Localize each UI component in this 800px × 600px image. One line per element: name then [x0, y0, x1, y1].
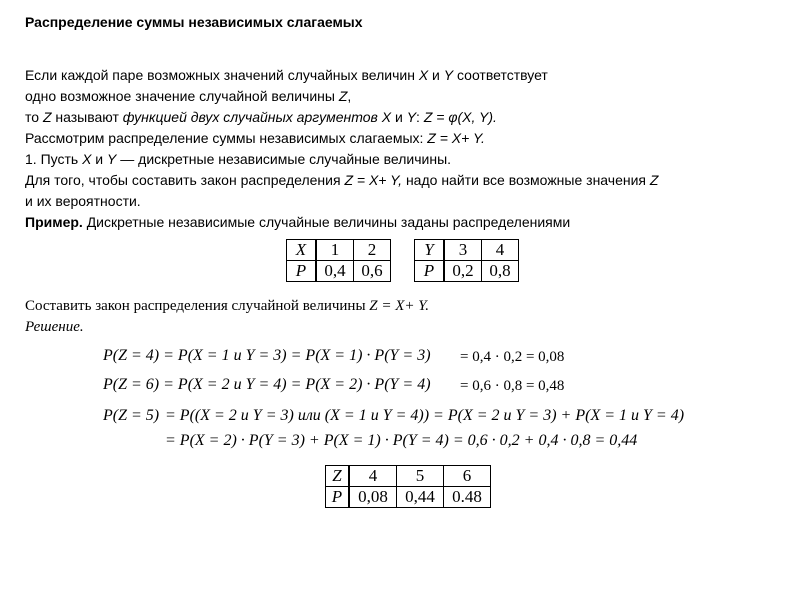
text: 1. Пусть: [25, 151, 83, 167]
table-cell: P: [326, 487, 350, 508]
table-cell: 0.48: [444, 487, 491, 508]
var-y: Y: [443, 67, 454, 83]
table-cell: 6: [444, 466, 491, 487]
distribution-table-x: [286, 239, 391, 282]
equation-z5-part2: = P(X = 2) · P(Y = 3) + P(X = 1) · P(Y = 4) = 0,6 · 0,2 + 0,4 · 0,8 = 0,44: [165, 432, 638, 449]
table-cell: 0,8: [482, 261, 519, 282]
formula: Z = X+ Y,: [344, 172, 403, 188]
table-row: [287, 240, 391, 261]
text: одно возможное значение случайной величины: [25, 88, 339, 104]
var-z: Z: [42, 109, 52, 125]
table-cell: Y: [415, 240, 445, 261]
var-x: X: [418, 67, 429, 83]
text: Дискретные независимые случайные величины заданы распределениями: [82, 214, 571, 230]
text: и: [391, 109, 407, 125]
formula: Z = φ(X, Y).: [423, 109, 497, 125]
formula: Z = X+ Y.: [369, 298, 430, 314]
solution-label: Решение.: [25, 319, 84, 335]
table-row: [415, 240, 519, 261]
text-line-5: [25, 150, 451, 168]
var-x: X: [82, 151, 92, 167]
equation-z6-result: = 0,6 · 0,8 = 0,48: [460, 378, 565, 394]
equation-z5-lhs: P(Z = 5): [103, 407, 160, 424]
table-cell: 5: [397, 466, 444, 487]
table-cell: X: [287, 240, 317, 261]
table-cell: 0,2: [444, 261, 482, 282]
table-cell: 2: [354, 240, 391, 261]
text-line-1: [25, 66, 548, 84]
distribution-table-y: [414, 239, 519, 282]
text-line-4: [25, 129, 485, 147]
slide-title: Распределение суммы независимых слагаемых: [25, 14, 363, 30]
text-line-7: и их вероятности.: [25, 193, 141, 209]
var-z: Z: [338, 88, 348, 104]
table-cell: 4: [349, 466, 397, 487]
distribution-table-z: [325, 465, 491, 508]
text: и: [91, 151, 108, 167]
equation-z4-result: = 0,4 · 0,2 = 0,08: [460, 349, 565, 365]
table-cell: Z: [326, 466, 350, 487]
text: Составить закон распределения случайной величины: [25, 298, 370, 314]
var-x: X: [377, 109, 392, 125]
text: называют: [51, 109, 123, 125]
table-cell: P: [287, 261, 317, 282]
text: ,: [347, 88, 352, 104]
table-row: [287, 261, 391, 282]
table-row: [326, 466, 491, 487]
equation-z6: P(Z = 6) = P(X = 2 и Y = 4) = P(X = 2) · P(Y = 4): [103, 376, 431, 393]
text: соответствует: [453, 67, 548, 83]
var-y: Y: [406, 109, 417, 125]
equation-z4: P(Z = 4) = P(X = 1 и Y = 3) = P(X = 1) · P(Y = 3): [103, 347, 431, 364]
task-line: [25, 298, 429, 315]
text: то: [25, 109, 43, 125]
table-cell: 0,08: [349, 487, 397, 508]
text-line-3: [25, 108, 497, 126]
text-line-6: [25, 171, 658, 189]
var-y: Y: [107, 151, 117, 167]
table-cell: 0,6: [354, 261, 391, 282]
example-label: Пример.: [25, 214, 83, 230]
table-cell: 0,44: [397, 487, 444, 508]
text-line-2: [25, 87, 351, 105]
table-cell: P: [415, 261, 445, 282]
text: :: [416, 109, 424, 125]
table-cell: 4: [482, 240, 519, 261]
text-line-8: [25, 213, 570, 231]
formula: Z = X+ Y.: [427, 130, 485, 146]
text: Рассмотрим распределение суммы независимых слагаемых:: [25, 130, 428, 146]
text: надо найти все возможные значения: [402, 172, 650, 188]
table-cell: 1: [316, 240, 354, 261]
term-function: функцией двух случайных аргументов: [122, 109, 378, 125]
table-cell: 0,4: [316, 261, 354, 282]
text: и: [428, 67, 444, 83]
text: — дискретные независимые случайные величины.: [116, 151, 452, 167]
text: Для того, чтобы составить закон распределения: [25, 172, 345, 188]
table-row: [326, 487, 491, 508]
var-z: Z: [649, 172, 659, 188]
text: Если каждой паре возможных значений случайных величин: [25, 67, 419, 83]
table-cell: 3: [444, 240, 482, 261]
table-row: [415, 261, 519, 282]
equation-z5-part1: = P((X = 2 и Y = 3) или (X = 1 и Y = 4)) = P(X = 2 и Y = 3) + P(X = 1 и Y = 4): [165, 407, 685, 424]
